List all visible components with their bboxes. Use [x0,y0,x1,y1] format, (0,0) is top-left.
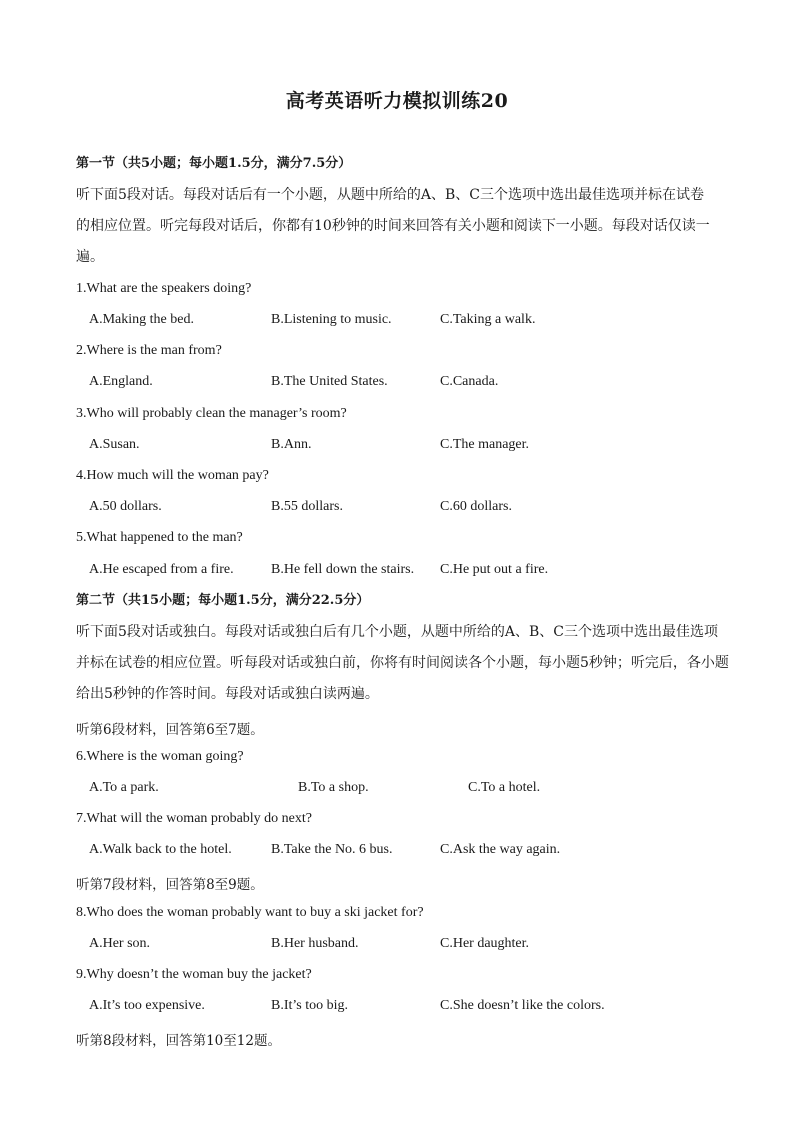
option-b: B.It’s too big. [271,998,349,1013]
option-a: A.Walk back to the hotel. [89,842,232,857]
instruction-line: 并标在试卷的相应位置。听每段对话或独白前，你将有时间阅读各个小题，每小题5秒钟；听完后，各小题 [76,655,729,671]
option-a: A.Susan. [89,437,140,452]
option-c: C.To a hotel. [468,780,541,795]
option-b: B.Her husband. [271,936,359,951]
question-stem: 9.Why doesn’t the woman buy the jacket? [76,967,312,982]
instruction-line: 听下面5段对话或独白。每段对话或独白后有几个小题，从题中所给的A、B、C三个选项中选出最佳选项 [76,624,719,640]
question-stem: 8.Who does the woman probably want to buy a ski jacket for? [76,905,424,920]
option-b: B.He fell down the stairs. [271,562,415,577]
instruction-line: 遍。 [76,249,104,265]
option-c: C.She doesn’t like the colors. [440,998,605,1013]
question-stem: 5.What happened to the man? [76,530,243,545]
option-b: B.Take the No. 6 bus. [271,842,393,857]
option-b: B.Listening to music. [271,312,392,327]
option-a: A.England. [89,374,153,389]
section1-instructions [76,180,724,273]
option-c: C.Her daughter. [440,936,530,951]
instruction-line: 给出5秒钟的作答时间。每段对话或独白读两遍。 [76,686,379,702]
option-a: A.Making the bed. [89,312,194,327]
question-stem: 7.What will the woman probably do next? [76,811,312,826]
option-a: A.It’s too expensive. [89,998,205,1013]
material-instruction: 听第7段材料，回答第8至9题。 [76,877,264,893]
option-c: C.The manager. [440,437,530,452]
section2-heading: 第二节（共15小题；每小题1.5分，满分22.5分） [76,593,370,608]
section1-heading: 第一节（共5小题；每小题1.5分，满分7.5分） [76,156,352,171]
option-a: A.Her son. [89,936,151,951]
option-a: A.50 dollars. [89,499,162,514]
option-b: B.Ann. [271,437,312,452]
page-title: 高考英语听力模拟训练20 [285,90,509,112]
option-c: C.Taking a walk. [440,312,536,327]
material-instruction: 听第6段材料，回答第6至7题。 [76,722,264,738]
question-stem: 2.Where is the man from? [76,343,222,358]
material-instruction: 听第8段材料，回答第10至12题。 [76,1033,281,1049]
option-a: A.To a park. [89,780,159,795]
option-b: B.To a shop. [298,780,369,795]
option-b: B.55 dollars. [271,499,343,514]
question-stem: 3.Who will probably clean the manager’s room? [76,406,347,421]
option-c: C.60 dollars. [440,499,512,514]
question-stem: 6.Where is the woman going? [76,749,244,764]
question-stem: 4.How much will the woman pay? [76,468,269,483]
option-b: B.The United States. [271,374,388,389]
instruction-line: 听下面5段对话。每段对话后有一个小题，从题中所给的A、B、C三个选项中选出最佳选项并标在试卷 [76,187,705,203]
section2-instructions [76,617,729,710]
option-c: C.Ask the way again. [440,842,561,857]
instruction-line: 的相应位置。听完每段对话后，你都有10秒钟的时间来回答有关小题和阅读下一小题。每段对话仅读一 [76,218,710,234]
option-c: C.Canada. [440,374,499,389]
option-a: A.He escaped from a fire. [89,562,234,577]
option-c: C.He put out a fire. [440,562,549,577]
question-stem: 1.What are the speakers doing? [76,281,252,296]
